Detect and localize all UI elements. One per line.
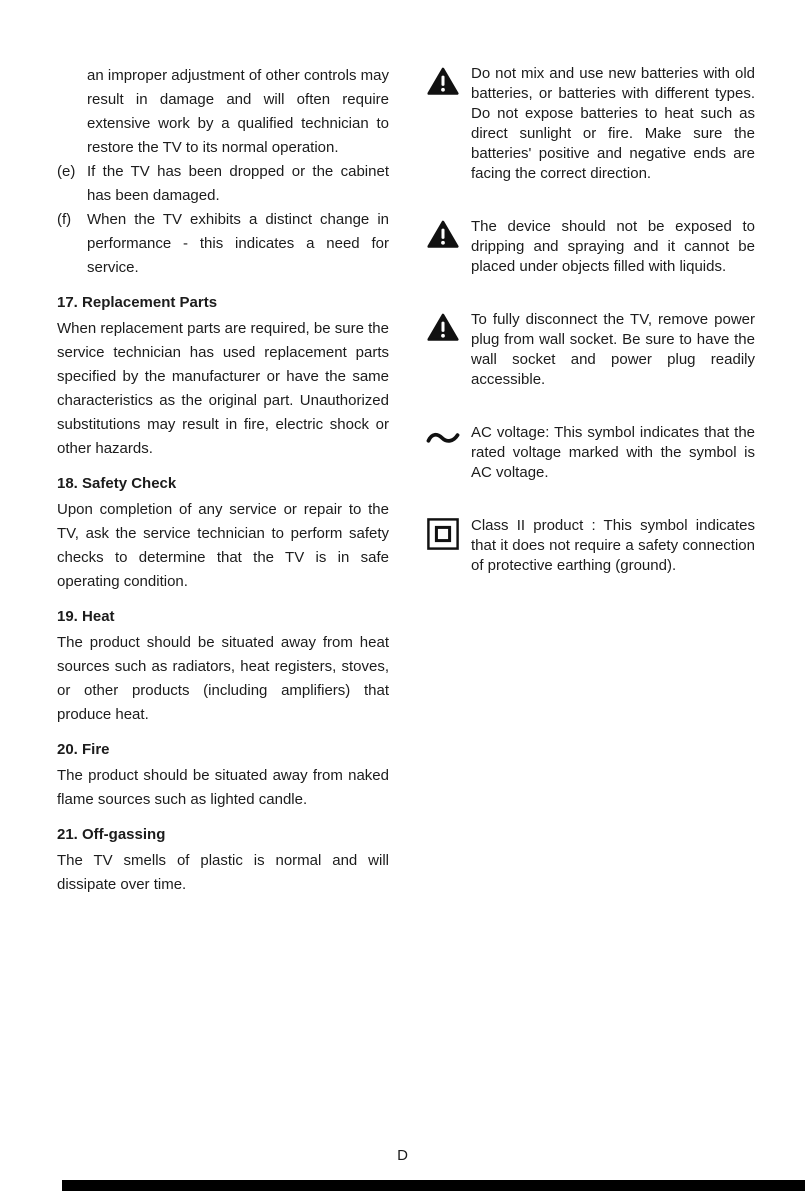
- section-title: 18. Safety Check: [57, 475, 177, 492]
- list-marker: (e): [57, 163, 76, 180]
- section-title: 21. Off-gassing: [57, 826, 166, 843]
- section-body: When replacement parts are required, be sure the service technician has used replacement parts specified by the manufacturer or have the same characteristics as the original part. Unauthorized substitutions may result in fire, electric shock or other hazards.: [57, 320, 389, 457]
- notice-ac-voltage: [425, 423, 755, 483]
- notice-text: The device should not be exposed to dripping and spraying and it cannot be placed under objects filled with liquids.: [471, 218, 755, 275]
- warning-icon: [425, 219, 461, 277]
- list-item-text: If the TV has been dropped or the cabinet has been damaged.: [87, 163, 389, 204]
- section-body: The product should be situated away from naked flame sources such as lighted candle.: [57, 767, 389, 808]
- left-column: [57, 64, 389, 897]
- notice-batteries: [425, 64, 755, 184]
- list-item-text: an improper adjustment of other controls may result in damage and will often require extensive work by a qualified technician to restore the TV to its normal operation.: [87, 67, 389, 156]
- class-ii-icon: [425, 518, 461, 576]
- list-item-continuation: [57, 64, 389, 160]
- notice-text: AC voltage: This symbol indicates that the rated voltage marked with the symbol is AC voltage.: [471, 424, 755, 481]
- notice-liquids: [425, 217, 755, 277]
- section-body: The TV smells of plastic is normal and will dissipate over time.: [57, 852, 389, 893]
- notice-text: Do not mix and use new batteries with old batteries, or batteries with different types. Do not expose batteries to heat such as direct sunlight or fire. Make sure the batteries' positive and negative ends are facing the correct direction.: [471, 65, 755, 182]
- right-column: [425, 64, 755, 897]
- notice-disconnect: [425, 310, 755, 390]
- list-item-e: [57, 160, 389, 208]
- section-body: Upon completion of any service or repair to the TV, ask the service technician to perform safety checks to determine that the TV is in safe operating condition.: [57, 501, 389, 590]
- notice-text: Class II product : This symbol indicates that it does not require a safety connection of protective earthing (ground).: [471, 517, 755, 574]
- list-item-text: When the TV exhibits a distinct change in performance - this indicates a need for service.: [87, 211, 389, 276]
- ac-voltage-icon: [425, 430, 461, 483]
- page-bottom-bar: [62, 1180, 805, 1191]
- notice-class-ii: [425, 516, 755, 576]
- section-replacement-parts: [57, 291, 389, 461]
- list-item-f: [57, 208, 389, 280]
- section-off-gassing: [57, 823, 389, 897]
- section-heat: [57, 605, 389, 727]
- list-marker: (f): [57, 211, 72, 228]
- section-safety-check: [57, 472, 389, 594]
- list-marker: [57, 64, 87, 160]
- section-fire: [57, 738, 389, 812]
- section-body: The product should be situated away from heat sources such as radiators, heat registers, stoves, or other products (including amplifiers) that produce heat.: [57, 634, 389, 723]
- section-title: 20. Fire: [57, 741, 110, 758]
- section-title: 17. Replacement Parts: [57, 294, 218, 311]
- warning-icon: [425, 66, 461, 184]
- warning-icon: [425, 312, 461, 390]
- page-number: D: [397, 1147, 408, 1164]
- section-title: 19. Heat: [57, 608, 115, 625]
- notice-text: To fully disconnect the TV, remove power plug from wall socket. Be sure to have the wall socket and power plug readily accessible.: [471, 311, 755, 388]
